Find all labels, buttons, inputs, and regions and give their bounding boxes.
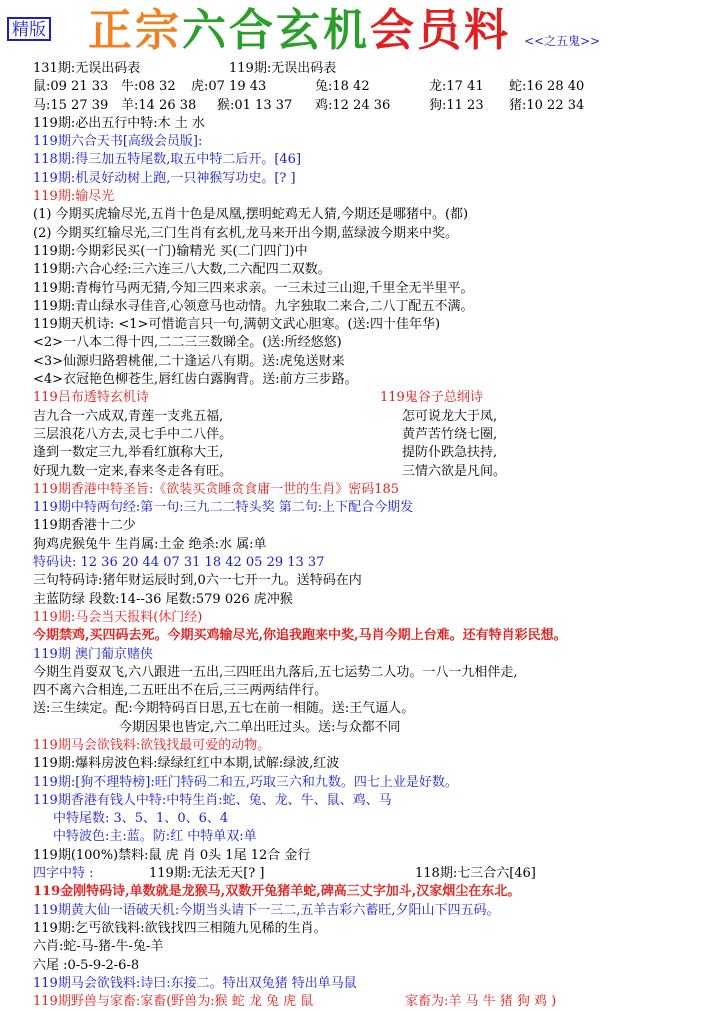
rich-man-zodiacs: 119期香港有钱人中特:中特生肖:蛇、兔、龙、牛、鼠、鸡、马 — [33, 792, 392, 808]
guiguzi-line-1: 怎可说龙大于凤, — [402, 408, 498, 424]
lose-all-2: (2) 今期买红输尽光,三门生肖有玄机,龙马来开出今期,蓝绿波今期来中奖。 — [33, 225, 458, 241]
zodiac-ox: 牛:08 32 — [121, 79, 176, 95]
poem-row-1 — [33, 408, 713, 426]
four-char-118: 118期:七三合六[46] — [415, 866, 536, 882]
table-title-119: 119期:无误出码表 — [229, 61, 337, 76]
six-zodiacs: 六肖:蛇-马-猪-牛-兔-羊 — [33, 939, 164, 955]
beggar-riddle: 119期:乞丐欲钱料:欲钱找四三相随九见稀的生肖。 — [33, 920, 327, 936]
five-elements: 119期:必出五行中特:木 土 水 — [33, 115, 205, 131]
zodiac-snake: 蛇:16 28 40 — [509, 79, 585, 95]
wave-color-tip: 119期:爆料房波色料:绿绿红红中本期,试解:绿波,红波 — [33, 756, 340, 772]
macau-heading: 119期 澳门葡京赌侠 — [33, 646, 153, 662]
guiguzi-poem-heading: 119鬼谷子总纲诗 — [380, 390, 483, 406]
three-line-poem: 三句特码诗:猪年财运辰时到,0六一七开一九。送特码在内 — [33, 573, 362, 589]
heaven-poem-4: <4>衣冠艳色柳苍生,唇红齿白露胸背。送:前方三步路。 — [33, 372, 358, 388]
lubu-line-3: 逢到一数定三九,举看红旗称大王, — [33, 445, 224, 461]
macau-text-3: 送:三生续定。配:今期特码百日思,五七在前一相随。送:王气逼人。 — [33, 701, 415, 717]
poem-line-2: 119期:青山绿水寻佳音,心领意马也动情。九字独取二来合,二八丁配五不满。 — [33, 298, 474, 314]
result-118: 118期:得三加五特尾数,取五中特二后开。[46] — [33, 152, 302, 168]
title-part-1: 正宗 — [88, 5, 182, 56]
guiguzi-line-3: 提防仆跌急扶持, — [402, 445, 498, 461]
zodiac-horse: 马:15 27 39 — [33, 97, 109, 113]
color-guard: 主蓝防绿 段数:14--36 尾数:579 026 虎冲猴 — [33, 591, 293, 607]
heart-sutra: 119期:六合心经:三六连三八大数,二六配四二双数。 — [33, 262, 331, 278]
poem-headings — [33, 389, 713, 407]
zodiac-monkey: 猴:01 13 37 — [217, 97, 293, 113]
line-1 — [33, 60, 713, 78]
macau-text-4: 今期因果也皆定,六二单出旺过头。送:与众都不同 — [119, 719, 401, 735]
wong-tai-sin: 119期黄大仙一语破天机:今期当头请下一三二,五羊吉彩六蓄旺,夕阳山下四五码。 — [33, 902, 500, 918]
heaven-poem-3: <3>仙源归路碧桃催,二十逢运八有期。送:虎兔送财来 — [33, 353, 345, 369]
guiguzi-line-2: 黄芦苦竹绕七圈, — [402, 426, 498, 442]
four-char-row — [33, 865, 713, 883]
lubu-line-2: 三层浪花八方去,灵七手中二八伴。 — [33, 426, 233, 442]
zodiac-tiger: 虎:07 19 43 — [191, 79, 267, 95]
poem-row-2 — [33, 426, 713, 444]
title-part-3: 会员料 — [370, 5, 511, 56]
edition-badge: 精版 — [7, 17, 51, 41]
four-char-119: 119期:无法无天[? ] — [149, 866, 265, 882]
heaven-poem-2: <2>一八本二得十四,二二三三数睇全。(送:所经悠悠) — [33, 335, 342, 351]
six-tails: 六尾 :0-5-9-2-6-8 — [33, 957, 140, 973]
hk-decree: 119期香港中特圣旨:《欲装买贪睡贪食庸一世的生肖》密码185 — [33, 481, 400, 497]
four-char-label: 四字中特 : — [33, 866, 94, 882]
jockey-club-heading: 119期:马会当天报料(休门经) — [33, 609, 203, 625]
guiguzi-line-4: 三情六欲是凡间。 — [402, 463, 507, 479]
zodiac-dog: 狗:11 23 — [429, 97, 484, 113]
jockey-money-poem: 119期马会欲钱料:诗曰:东接二。特出双兔猪 特出单马鼠 — [33, 975, 357, 991]
title-part-2: 六合玄机 — [182, 5, 370, 56]
macau-text-1: 今期生肖耍双飞,六八跟进一五出,三四旺出九落后,五七运势二人功。一八一九相伴走, — [33, 664, 518, 680]
lose-all-heading: 119期:输尽光 — [33, 189, 115, 205]
lose-all-1: (1) 今期买虎输尽光,五肖十色是凤凰,摆明蛇鸡无人猜,今期还是哪猪中。(都) — [33, 207, 469, 223]
two-sentence-sutra: 119期中特两句经:第一句:三九二二特头奖 第二句:上下配合今期发 — [33, 500, 414, 516]
line-2 — [33, 78, 713, 96]
zodiac-rooster: 鸡:12 24 36 — [315, 97, 391, 113]
lubu-line-4: 好现九数一定来,春来冬走各有旺。 — [33, 463, 233, 479]
jockey-club-text: 今期禁鸡,买四码去死。今期买鸡输尽光,你追我跑来中奖,马肖今期上台难。还有特肖彩民想。 — [33, 628, 567, 644]
livestock-list: 家畜为:羊 马 牛 猪 狗 鸡 ) — [405, 994, 557, 1010]
poem-row-3 — [33, 444, 713, 462]
beasts-list: 119期野兽与家畜:家畜(野兽为:猴 蛇 龙 兔 虎 鼠 — [33, 994, 314, 1010]
heaven-poem-1: 119期天机诗: <1>可惜诡言只一句,满朝文武心胆寒。(送:四十佳年华) — [33, 317, 441, 333]
page-title — [88, 4, 511, 58]
jockey-money-riddle: 119期马会欲钱料:欲钱找最可爱的动物。 — [33, 737, 271, 753]
macau-text-2: 四不离六合相连,二五旺出不在后,三三两两结伴行。 — [33, 683, 328, 699]
lose-all-3: 119期:今期彩民买(一门)输精光 买(二门四门)中 — [33, 243, 308, 259]
zodiac-pig: 猪:10 22 34 — [509, 97, 585, 113]
poem-row-4 — [33, 463, 713, 481]
zodiac-goat: 羊:14 26 38 — [121, 97, 197, 113]
zodiac-rat: 鼠:09 21 33 — [33, 79, 109, 95]
poem-line-1: 119期:青梅竹马两无猜,今知三四来求亲。一三未过三山迎,千里全无半里平。 — [33, 280, 474, 296]
line-3 — [33, 97, 713, 115]
edition-label: <<之五鬼>> — [524, 34, 601, 48]
special-code-list: 特码诀: 12 36 20 44 07 31 18 42 05 29 13 37 — [33, 555, 325, 571]
lubu-line-1: 吉九合一六成双,青莲一支兆五福, — [33, 408, 224, 424]
hk-twelve-zodiacs: 狗鸡虎猴兔牛 生肖属:土金 绝杀:水 属:单 — [33, 536, 267, 552]
beast-livestock — [33, 993, 713, 1011]
zodiac-rabbit: 兔:18 42 — [315, 79, 370, 95]
heaven-book-heading: 119期六合天书[高级会员版]: — [33, 134, 203, 150]
banned-list: 119期(100%)禁料:鼠 虎 肖 0头 1尾 12合 金行 — [33, 847, 311, 863]
goubuli-list: 119期:[狗不理特榜]:旺门特码二和五,巧取三六和九数。四七上业是好数。 — [33, 774, 458, 790]
diamond-poem: 119金刚特码诗,单数就是龙猴马,双数开兔猪羊蛇,碑高三丈字加斗,汉家烟尘在东北。 — [33, 884, 521, 900]
rich-man-colors: 中特波色:主:蓝。防:红 中特单双:单 — [53, 829, 257, 845]
document-body — [33, 60, 713, 1011]
riddle-119: 119期:机灵好动树上跑,一只神猴写功史。[? ] — [33, 170, 296, 186]
table-title-131: 131期:无误出码表 — [33, 61, 141, 76]
hk-twelve-heading: 119期香港十二少 — [33, 518, 136, 534]
zodiac-dragon: 龙:17 41 — [429, 79, 484, 95]
rich-man-tails: 中特尾数: 3、5、1、0、6、4 — [53, 811, 229, 827]
lubu-poem-heading: 119吕布透特玄机诗 — [33, 390, 149, 406]
